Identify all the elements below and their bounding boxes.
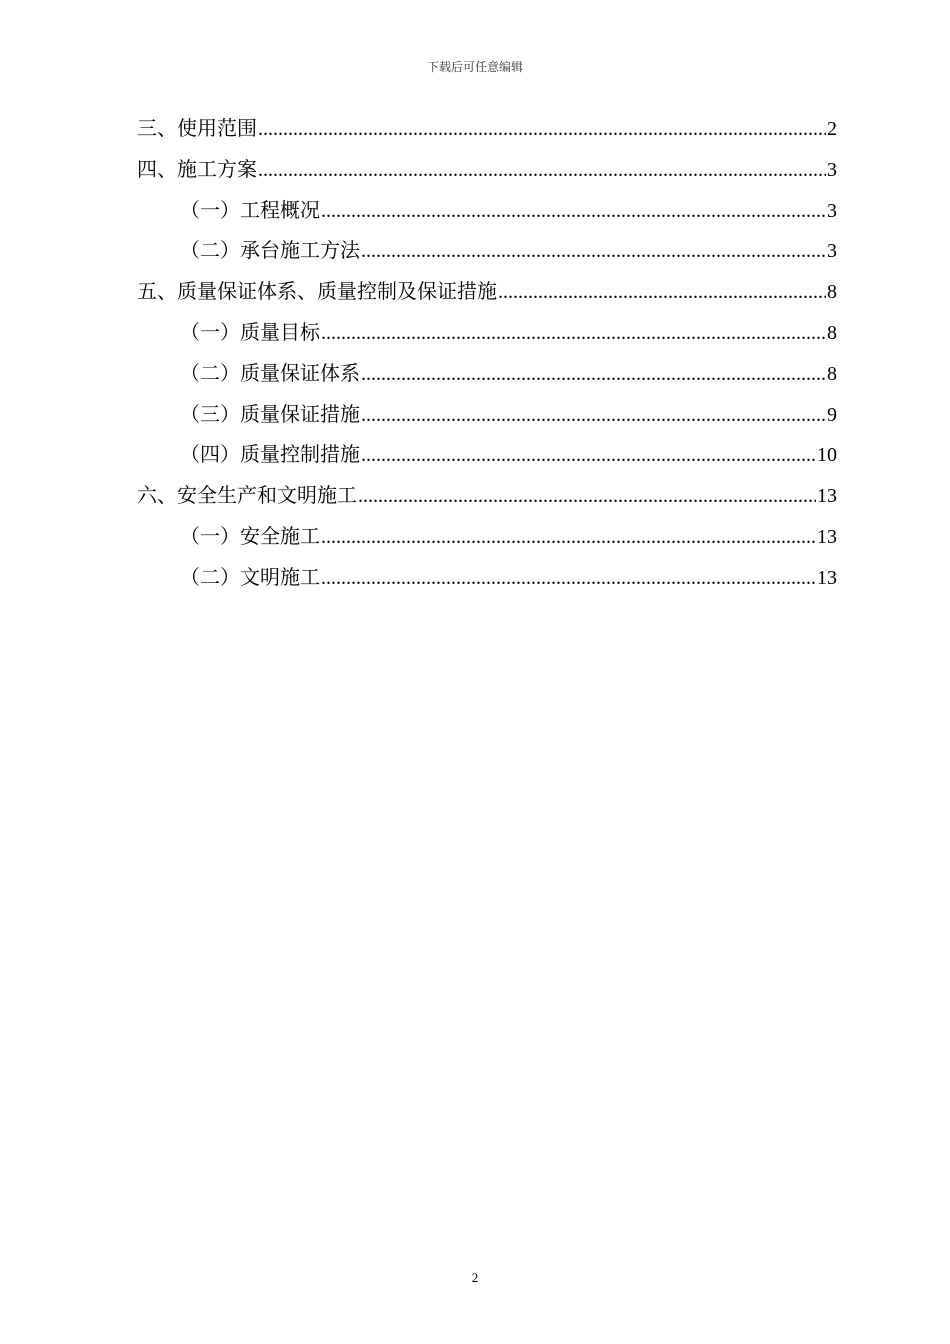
toc-entry-quality-assurance[interactable] bbox=[137, 271, 837, 312]
toc-entry-label: （一）质量目标 bbox=[180, 319, 320, 344]
toc-entry-label: （二）文明施工 bbox=[180, 564, 320, 589]
toc-entry-page: 9 bbox=[827, 403, 837, 426]
toc-entry-page: 3 bbox=[827, 199, 837, 222]
toc-entry-page: 3 bbox=[827, 240, 837, 263]
toc-entry-quality-target[interactable] bbox=[137, 312, 837, 353]
toc-entry-project-overview[interactable] bbox=[137, 190, 837, 231]
toc-entry-page: 2 bbox=[827, 118, 837, 140]
toc-entry-label: 六、安全生产和文明施工 bbox=[137, 483, 357, 508]
toc-leader-dots bbox=[258, 150, 826, 191]
toc-entry-page: 3 bbox=[827, 158, 837, 181]
toc-entry-quality-system[interactable] bbox=[137, 353, 837, 394]
toc-leader-dots bbox=[321, 313, 826, 354]
toc-entry-quality-measures[interactable] bbox=[137, 394, 837, 435]
toc-entry-label: （二）质量保证体系 bbox=[180, 360, 360, 385]
toc-leader-dots bbox=[361, 231, 826, 272]
toc-entry-safety-civilized[interactable] bbox=[137, 475, 837, 516]
toc-entry-page: 8 bbox=[827, 321, 837, 344]
toc-entry-quality-control[interactable] bbox=[137, 434, 837, 475]
toc-entry-usage-scope[interactable] bbox=[137, 108, 837, 149]
toc-leader-dots bbox=[361, 395, 826, 436]
toc-entry-label: （一）安全施工 bbox=[180, 523, 320, 548]
toc-entry-label: 三、使用范围 bbox=[137, 116, 257, 140]
toc-entry-label: （四）质量控制措施 bbox=[180, 442, 360, 467]
toc-entry-page: 8 bbox=[827, 362, 837, 385]
toc-entry-label: （三）质量保证措施 bbox=[180, 401, 360, 426]
toc-entry-page: 13 bbox=[817, 485, 837, 508]
toc-entry-label: 五、质量保证体系、质量控制及保证措施 bbox=[137, 279, 497, 304]
toc-leader-dots bbox=[498, 272, 826, 313]
toc-leader-dots bbox=[321, 558, 816, 599]
toc-entry-page: 10 bbox=[817, 444, 837, 467]
toc-leader-dots bbox=[361, 354, 826, 395]
toc-entry-safe-construction[interactable] bbox=[137, 516, 837, 557]
page-header: 下载后可任意编辑 bbox=[426, 60, 523, 74]
page-number: 2 bbox=[471, 1270, 479, 1285]
toc-leader-dots bbox=[321, 517, 816, 558]
toc-leader-dots bbox=[258, 109, 826, 150]
toc-entry-label: （一）工程概况 bbox=[180, 197, 320, 222]
table-of-contents bbox=[137, 108, 837, 598]
toc-leader-dots bbox=[321, 191, 826, 232]
toc-entry-page: 13 bbox=[817, 525, 837, 548]
toc-entry-page: 8 bbox=[827, 281, 837, 304]
toc-entry-construction-plan[interactable] bbox=[137, 149, 837, 190]
toc-leader-dots bbox=[361, 435, 816, 476]
toc-leader-dots bbox=[358, 476, 816, 517]
toc-entry-label: 四、施工方案 bbox=[137, 156, 257, 181]
toc-entry-civilized-construction[interactable] bbox=[137, 557, 837, 598]
toc-entry-label: （二）承台施工方法 bbox=[180, 238, 360, 263]
toc-entry-pile-cap-method[interactable] bbox=[137, 230, 837, 271]
toc-entry-page: 13 bbox=[817, 566, 837, 589]
